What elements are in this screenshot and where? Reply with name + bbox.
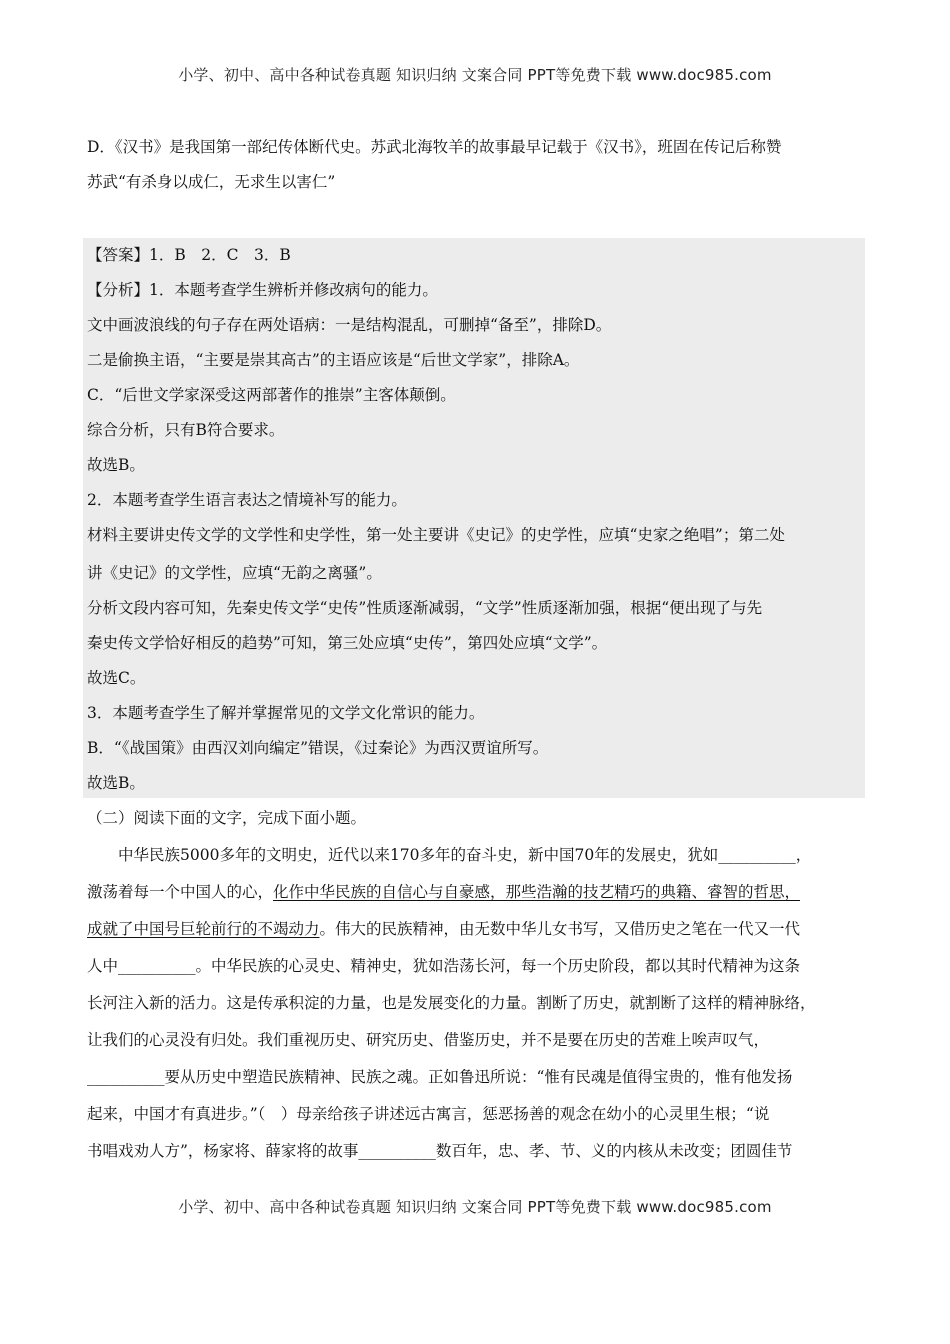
passage-line: 让我们的心灵没有归处。我们重视历史、研究历史、借鉴历史，并不是要在历史的苦难上唉声叹气，	[87, 1031, 770, 1049]
analysis-line: 2．本题考查学生语言表达之情境补写的能力。	[87, 491, 407, 509]
underlined-sentence: 成就了中国号巨轮前行的不竭动力	[87, 920, 320, 938]
underlined-sentence: 化作中华民族的自信心与自豪感，那些浩瀚的技艺精巧的典籍、睿智的哲思，	[273, 883, 801, 901]
analysis-line: 分析文段内容可知，先秦史传文学“史传”性质逐渐减弱，“文学”性质逐渐加强，根据“便出现了与先	[87, 599, 763, 617]
analysis-line: 3．本题考查学生了解并掌握常见的文学文化常识的能力。	[87, 704, 485, 722]
analysis-line: 【分析】1．本题考查学生辨析并修改病句的能力。	[87, 281, 438, 299]
analysis-line: 秦史传文学恰好相反的趋势”可知，第三处应填“史传”，第四处应填“文学”。	[87, 634, 608, 652]
passage-line: 中华民族5000多年的文明史，近代以来170多年的奋斗史，新中国70年的发展史，犹如__________，	[87, 846, 812, 864]
analysis-line: C．“后世文学家深受这两部著作的推崇”主客体颠倒。	[87, 386, 456, 404]
passage-line: 起来，中国才有真进步。”（ ）母亲给孩子讲述远古寓言，惩恶扬善的观念在幼小的心灵里生根；“说	[87, 1105, 770, 1123]
passage-line	[87, 882, 862, 902]
analysis-line: 讲《史记》的文学性，应填“无韵之离骚”。	[87, 564, 382, 582]
analysis-line: 二是偷换主语，“主要是崇其高古”的主语应该是“后世文学家”，排除A。	[87, 351, 580, 369]
analysis-line: 材料主要讲史传文学的文学性和史学性，第一处主要讲《史记》的史学性，应填“史家之绝唱”；第二处	[87, 526, 785, 544]
analysis-line: 综合分析，只有B符合要求。	[87, 421, 285, 439]
analysis-line: 故选B。	[87, 456, 145, 474]
analysis-line: B．“《战国策》由西汉刘向编定”错误，《过秦论》为西汉贾谊所写。	[87, 739, 549, 757]
passage-line: __________要从历史中塑造民族精神、民族之魂。正如鲁迅所说：“惟有民魂是值得宝贵的，惟有他发扬	[87, 1068, 793, 1086]
passage-line: 人中__________。中华民族的心灵史、精神史，犹如浩荡长河，每一个历史阶段，都以其时代精神为这条	[87, 957, 801, 975]
passage-line: 长河注入新的活力。这是传承积淀的力量，也是发展变化的力量。割断了历史，就割断了这样的精神脉络，	[87, 994, 816, 1012]
passage-text: 激荡着每一个中国人的心，	[87, 883, 274, 901]
option-d-line-1: D．《汉书》是我国第一部纪传体断代史。苏武北海牧羊的故事最早记载于《汉书》，班固在传记后称赞	[87, 138, 782, 156]
answer-line: 【答案】1．B 2．C 3．B	[87, 246, 291, 264]
page-header: 小学、初中、高中各种试卷真题 知识归纳 文案合同 PPT等免费下载 www.doc985.com	[178, 66, 772, 84]
analysis-line: 故选B。	[87, 774, 145, 792]
analysis-line: 文中画波浪线的句子存在两处语病：一是结构混乱，可删掉“备至”，排除D。	[87, 316, 612, 334]
passage-text: 。伟大的民族精神，由无数中华儿女书写，又借历史之笔在一代又一代	[319, 920, 801, 938]
option-d-line-2: 苏武“有杀身以成仁，无求生以害仁”	[87, 173, 336, 191]
passage-line	[87, 919, 862, 939]
page-footer: 小学、初中、高中各种试卷真题 知识归纳 文案合同 PPT等免费下载 www.doc985.com	[178, 1198, 772, 1216]
section-heading: （二）阅读下面的文字，完成下面小题。	[87, 809, 367, 827]
passage-line: 书唱戏劝人方”，杨家将、薛家将的故事__________数百年，忠、孝、节、义的内核从未改变；团圆佳节	[87, 1142, 793, 1160]
analysis-line: 故选C。	[87, 669, 146, 687]
